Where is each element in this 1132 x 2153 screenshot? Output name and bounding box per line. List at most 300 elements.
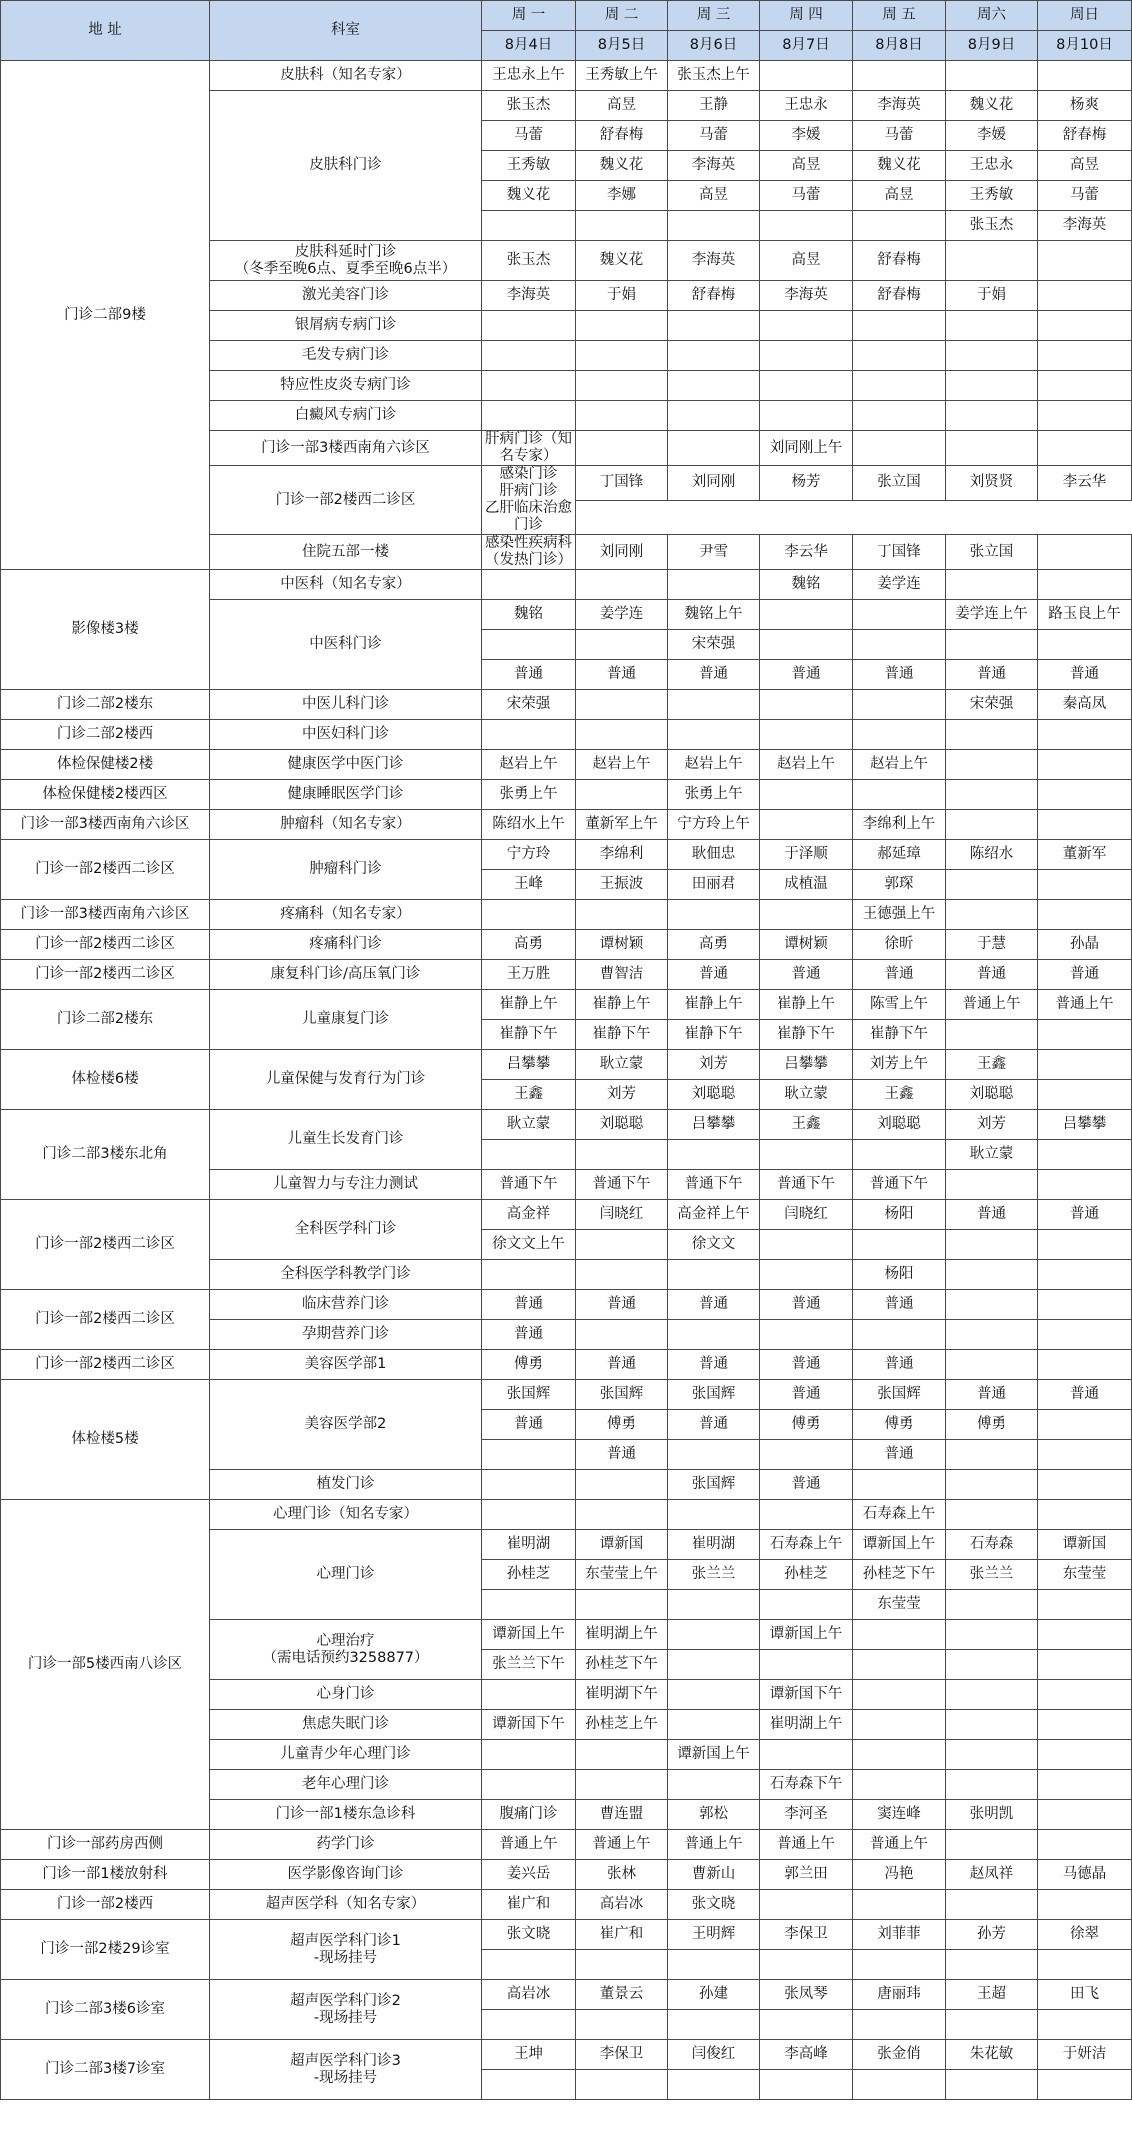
department-cell [210, 960, 482, 990]
doctor-cell: 王忠永上午 [482, 61, 576, 91]
doctor-cell: 窦连峰 [853, 1800, 946, 1830]
doctor-cell [576, 431, 668, 466]
doctor-cell: 李保卫 [576, 2040, 668, 2070]
doctor-cell [853, 1650, 946, 1680]
doctor-cell: 舒春梅 [576, 121, 668, 151]
doctor-cell [946, 431, 1038, 466]
header-date: 8月4日 [482, 31, 576, 61]
location-cell: 门诊一部3楼西南角六诊区 [1, 810, 210, 840]
doctor-cell: 高勇 [482, 930, 576, 960]
doctor-cell [853, 2010, 946, 2040]
doctor-cell [668, 1590, 760, 1620]
doctor-cell [1038, 311, 1132, 341]
department-cell [210, 1830, 482, 1860]
doctor-cell [576, 720, 668, 750]
doctor-cell: 王万胜 [482, 960, 576, 990]
doctor-cell: 普通 [760, 1380, 853, 1410]
doctor-cell: 谭新国上午 [482, 1620, 576, 1650]
department-line: 肝病门诊（知名专家） [485, 431, 572, 464]
doctor-cell [1038, 2010, 1132, 2040]
department-cell [210, 1170, 482, 1200]
doctor-cell: 谭新国下午 [482, 1710, 576, 1740]
doctor-cell [668, 720, 760, 750]
doctor-cell: 张文晓 [482, 1920, 576, 1950]
doctor-cell: 郭松 [668, 1800, 760, 1830]
doctor-cell: 郭琛 [853, 870, 946, 900]
doctor-cell: 张凤琴 [760, 1980, 853, 2010]
doctor-cell: 张立国 [946, 535, 1038, 570]
doctor-cell: 傅勇 [576, 1410, 668, 1440]
doctor-cell: 刘聪聪 [576, 1110, 668, 1140]
doctor-cell [1038, 1830, 1132, 1860]
department-cell [210, 401, 482, 431]
doctor-cell [1038, 1320, 1132, 1350]
doctor-cell: 高昱 [760, 151, 853, 181]
doctor-cell: 高岩冰 [482, 1980, 576, 2010]
doctor-cell [760, 810, 853, 840]
table-row [1, 1920, 1132, 1950]
doctor-cell: 高昱 [576, 91, 668, 121]
doctor-cell [946, 720, 1038, 750]
doctor-cell: 普通 [760, 1290, 853, 1320]
doctor-cell [668, 1320, 760, 1350]
table-row [1, 900, 1132, 930]
doctor-cell: 李高峰 [760, 2040, 853, 2070]
table-row [1, 1380, 1132, 1410]
header-day: 周 五 [853, 1, 946, 31]
header-day: 周 一 [482, 1, 576, 31]
header-date: 8月8日 [853, 31, 946, 61]
doctor-cell [576, 1500, 668, 1530]
doctor-cell: 魏铭 [760, 570, 853, 600]
doctor-cell [760, 211, 853, 241]
table-row [1, 1350, 1132, 1380]
doctor-cell: 宋荣强 [668, 630, 760, 660]
doctor-cell: 孙晶 [1038, 930, 1132, 960]
table-row [1, 1830, 1132, 1860]
location-cell: 影像楼3楼 [1, 570, 210, 690]
doctor-cell [946, 1260, 1038, 1290]
doctor-cell [1038, 341, 1132, 371]
table-row [1, 1860, 1132, 1890]
doctor-cell [946, 1470, 1038, 1500]
doctor-cell [1038, 1710, 1132, 1740]
table-row [1, 1500, 1132, 1530]
doctor-cell: 刘贤贤 [946, 466, 1038, 501]
doctor-cell: 高昱 [1038, 151, 1132, 181]
doctor-cell: 崔静上午 [482, 990, 576, 1020]
department-cell [210, 281, 482, 311]
doctor-cell [1038, 2070, 1132, 2100]
doctor-cell: 陈绍水 [946, 840, 1038, 870]
doctor-cell: 舒春梅 [1038, 121, 1132, 151]
doctor-cell: 李海英 [668, 151, 760, 181]
doctor-cell: 刘芳上午 [853, 1050, 946, 1080]
department-line: -现场挂号 [313, 2009, 378, 2026]
doctor-cell: 王坤 [482, 2040, 576, 2070]
department-line: 医学影像咨询门诊 [287, 1866, 404, 1882]
doctor-cell: 刘聪聪 [946, 1080, 1038, 1110]
department-line: 美容医学部1 [304, 1356, 387, 1372]
doctor-cell: 谭树颖 [576, 930, 668, 960]
doctor-cell: 谭新国 [1038, 1530, 1132, 1560]
doctor-cell [853, 600, 946, 630]
header-date: 8月7日 [760, 31, 853, 61]
department-cell [210, 840, 482, 900]
table-row [1, 930, 1132, 960]
doctor-cell: 普通 [482, 660, 576, 690]
doctor-cell [760, 900, 853, 930]
doctor-cell [668, 431, 760, 466]
doctor-cell: 闫晓红 [576, 1200, 668, 1230]
doctor-cell [946, 1590, 1038, 1620]
department-line: 中医妇科门诊 [302, 726, 389, 742]
doctor-cell [668, 1770, 760, 1800]
department-line: （冬季至晚6点、夏季至晚6点半） [234, 260, 457, 277]
doctor-cell [1038, 281, 1132, 311]
doctor-cell [668, 1500, 760, 1530]
doctor-cell: 魏铭 [482, 600, 576, 630]
doctor-cell: 王德强上午 [853, 900, 946, 930]
doctor-cell: 崔静下午 [760, 1020, 853, 1050]
doctor-cell: 耿立蒙 [576, 1050, 668, 1080]
location-cell: 体检楼5楼 [1, 1380, 210, 1500]
doctor-cell [946, 1680, 1038, 1710]
doctor-cell: 李绵利 [576, 840, 668, 870]
doctor-cell: 于妍洁 [1038, 2040, 1132, 2070]
department-line: 超声医学科门诊2 [290, 1992, 401, 2009]
doctor-cell: 刘聪聪 [668, 1080, 760, 1110]
table-row [1, 750, 1132, 780]
department-line: 激光美容门诊 [302, 287, 389, 303]
department-line: 焦虑失眠门诊 [302, 1716, 389, 1732]
doctor-cell: 魏铭上午 [668, 600, 760, 630]
department-cell [210, 311, 482, 341]
location-cell: 门诊二部3楼东北角 [1, 1110, 210, 1200]
location-cell: 门诊一部2楼西二诊区 [1, 1290, 210, 1350]
doctor-cell: 孙桂芝上午 [576, 1710, 668, 1740]
doctor-cell [760, 1890, 853, 1920]
department-cell [210, 600, 482, 690]
doctor-cell [668, 1260, 760, 1290]
doctor-cell: 张立国 [853, 466, 946, 501]
location-cell: 门诊一部2楼西二诊区 [1, 930, 210, 960]
doctor-cell: 李媛 [946, 121, 1038, 151]
doctor-cell: 王秀敏 [946, 181, 1038, 211]
doctor-cell: 马蕾 [853, 121, 946, 151]
table-row [1, 720, 1132, 750]
doctor-cell: 吕攀攀 [1038, 1110, 1132, 1140]
department-line: 疼痛科门诊 [309, 936, 382, 952]
doctor-cell [1038, 1080, 1132, 1110]
doctor-cell [668, 1650, 760, 1680]
location-cell: 门诊一部2楼29诊室 [1, 1920, 210, 1980]
doctor-cell [1038, 1950, 1132, 1980]
doctor-cell: 宋荣强 [482, 690, 576, 720]
doctor-cell: 张玉杰 [482, 241, 576, 281]
doctor-cell: 刘同刚 [668, 466, 760, 501]
doctor-cell: 曹智洁 [576, 960, 668, 990]
location-cell: 体检保健楼2楼 [1, 750, 210, 780]
doctor-cell [576, 570, 668, 600]
doctor-cell [1038, 1620, 1132, 1650]
doctor-cell: 曹新山 [668, 1860, 760, 1890]
doctor-cell: 普通 [668, 1290, 760, 1320]
doctor-cell: 杨芳 [760, 466, 853, 501]
doctor-cell [760, 401, 853, 431]
doctor-cell [853, 1320, 946, 1350]
doctor-cell [853, 630, 946, 660]
doctor-cell [946, 2010, 1038, 2040]
doctor-cell [946, 1320, 1038, 1350]
doctor-cell: 张玉杰上午 [668, 61, 760, 91]
doctor-cell [853, 341, 946, 371]
location-cell: 门诊一部3楼西南角六诊区 [1, 900, 210, 930]
doctor-cell: 傅勇 [760, 1410, 853, 1440]
doctor-cell: 赵凤祥 [946, 1860, 1038, 1890]
doctor-cell: 王秀敏 [482, 151, 576, 181]
doctor-cell: 张兰兰 [946, 1560, 1038, 1590]
department-cell [210, 1680, 482, 1710]
doctor-cell: 张国辉 [576, 1380, 668, 1410]
doctor-cell [760, 1260, 853, 1290]
department-line: 儿童青少年心理门诊 [280, 1746, 411, 1762]
doctor-cell: 崔静上午 [760, 990, 853, 1020]
doctor-cell: 高岩冰 [576, 1890, 668, 1920]
doctor-cell [760, 1650, 853, 1680]
doctor-cell: 普通下午 [576, 1170, 668, 1200]
doctor-cell: 张国辉 [668, 1380, 760, 1410]
doctor-cell: 孙桂芝下午 [576, 1650, 668, 1680]
doctor-cell [853, 1230, 946, 1260]
department-cell [482, 466, 576, 535]
doctor-cell [482, 2070, 576, 2100]
doctor-cell [946, 1890, 1038, 1920]
doctor-cell: 普通上午 [946, 990, 1038, 1020]
doctor-cell: 孙桂芝 [482, 1560, 576, 1590]
doctor-cell [853, 1770, 946, 1800]
doctor-cell: 普通 [946, 1200, 1038, 1230]
doctor-cell: 王鑫 [760, 1110, 853, 1140]
department-cell [482, 431, 576, 466]
doctor-cell: 吕攀攀 [668, 1110, 760, 1140]
doctor-cell [760, 2070, 853, 2100]
department-cell [210, 1050, 482, 1110]
doctor-cell: 谭新国 [576, 1530, 668, 1560]
doctor-cell: 东莹莹 [1038, 1560, 1132, 1590]
doctor-cell [576, 780, 668, 810]
doctor-cell: 普通上午 [1038, 990, 1132, 1020]
doctor-cell: 普通 [1038, 960, 1132, 990]
department-cell [210, 1740, 482, 1770]
doctor-cell [1038, 900, 1132, 930]
doctor-cell [946, 1770, 1038, 1800]
doctor-cell: 普通上午 [482, 1830, 576, 1860]
doctor-cell: 刘芳 [576, 1080, 668, 1110]
doctor-cell: 李海英 [482, 281, 576, 311]
doctor-cell [482, 311, 576, 341]
doctor-cell: 普通 [1038, 1380, 1132, 1410]
doctor-cell [946, 341, 1038, 371]
department-cell [210, 1710, 482, 1740]
doctor-cell [1038, 1020, 1132, 1050]
doctor-cell [576, 630, 668, 660]
department-line: 肿瘤科门诊 [309, 861, 382, 877]
department-line: 儿童保健与发育行为门诊 [265, 1071, 426, 1087]
doctor-cell [1038, 401, 1132, 431]
table-row [1, 1980, 1132, 2010]
doctor-cell: 普通 [668, 1410, 760, 1440]
doctor-cell: 普通 [668, 960, 760, 990]
doctor-cell: 崔广和 [482, 1890, 576, 1920]
department-cell [210, 341, 482, 371]
doctor-cell [576, 371, 668, 401]
department-line: 中医科（知名专家） [280, 576, 411, 592]
doctor-cell: 舒春梅 [668, 281, 760, 311]
location-cell: 门诊二部2楼东 [1, 990, 210, 1050]
department-cell [210, 1500, 482, 1530]
doctor-cell: 崔广和 [576, 1920, 668, 1950]
doctor-cell [853, 1620, 946, 1650]
doctor-cell [482, 570, 576, 600]
department-cell [210, 1920, 482, 1980]
doctor-cell [1038, 1260, 1132, 1290]
department-cell [210, 930, 482, 960]
department-line: 特应性皮炎专病门诊 [280, 377, 411, 393]
header-date: 8月6日 [668, 31, 760, 61]
doctor-cell [853, 1680, 946, 1710]
doctor-cell: 徐文文 [668, 1230, 760, 1260]
doctor-cell: 刘聪聪 [853, 1110, 946, 1140]
doctor-cell [668, 570, 760, 600]
doctor-cell [668, 690, 760, 720]
doctor-cell: 闫晓红 [760, 1200, 853, 1230]
doctor-cell [576, 1260, 668, 1290]
department-line: 心理门诊（知名专家） [273, 1506, 418, 1522]
doctor-cell: 石寿森下午 [760, 1770, 853, 1800]
doctor-cell [946, 870, 1038, 900]
doctor-cell [668, 1680, 760, 1710]
location-cell: 门诊二部9楼 [1, 61, 210, 570]
department-cell [210, 780, 482, 810]
department-cell [210, 1200, 482, 1260]
table-row [1, 1050, 1132, 1080]
doctor-cell [853, 780, 946, 810]
doctor-cell: 陈绍水上午 [482, 810, 576, 840]
doctor-cell: 普通 [946, 960, 1038, 990]
doctor-cell [1038, 1590, 1132, 1620]
doctor-cell [760, 1140, 853, 1170]
doctor-cell: 田丽君 [668, 870, 760, 900]
doctor-cell [668, 401, 760, 431]
doctor-cell [482, 1140, 576, 1170]
doctor-cell [576, 341, 668, 371]
doctor-cell [946, 1170, 1038, 1200]
doctor-cell [946, 810, 1038, 840]
doctor-cell [482, 1590, 576, 1620]
doctor-cell: 普通 [668, 1350, 760, 1380]
doctor-cell [946, 2070, 1038, 2100]
table-row [1, 960, 1132, 990]
doctor-cell: 崔静上午 [668, 990, 760, 1020]
doctor-cell: 张勇上午 [668, 780, 760, 810]
doctor-cell: 谭新国上午 [760, 1620, 853, 1650]
doctor-cell [853, 720, 946, 750]
doctor-cell: 马蕾 [668, 121, 760, 151]
doctor-cell: 普通 [760, 1350, 853, 1380]
department-line: 儿童智力与专注力测试 [273, 1176, 418, 1192]
doctor-cell [760, 1440, 853, 1470]
department-line: 老年心理门诊 [302, 1776, 389, 1792]
doctor-cell: 傅勇 [853, 1410, 946, 1440]
doctor-cell: 舒春梅 [853, 281, 946, 311]
doctor-cell [853, 1950, 946, 1980]
doctor-cell: 张林 [576, 1860, 668, 1890]
department-cell [210, 690, 482, 720]
doctor-cell: 普通 [482, 1320, 576, 1350]
doctor-cell: 曹连盟 [576, 1800, 668, 1830]
department-line: 康复科门诊/高压氧门诊 [270, 966, 421, 982]
doctor-cell: 张勇上午 [482, 780, 576, 810]
doctor-cell: 崔静上午 [576, 990, 668, 1020]
doctor-cell: 姜兴岳 [482, 1860, 576, 1890]
doctor-cell [760, 2010, 853, 2040]
doctor-cell [668, 1140, 760, 1170]
doctor-cell: 普通 [853, 1290, 946, 1320]
department-line: 疼痛科（知名专家） [280, 906, 411, 922]
doctor-cell [482, 1260, 576, 1290]
doctor-cell: 崔明湖 [668, 1530, 760, 1560]
doctor-cell [482, 1740, 576, 1770]
doctor-cell [853, 211, 946, 241]
location-cell: 门诊一部2楼西 [1, 1890, 210, 1920]
doctor-cell [946, 1290, 1038, 1320]
department-cell [210, 720, 482, 750]
doctor-cell: 东莹莹上午 [576, 1560, 668, 1590]
doctor-cell: 谭新国上午 [668, 1740, 760, 1770]
doctor-cell: 普通 [760, 1470, 853, 1500]
location-cell: 门诊一部2楼西二诊区 [1, 1350, 210, 1380]
doctor-cell [853, 1710, 946, 1740]
doctor-cell: 刘同刚上午 [760, 431, 853, 466]
department-line: 中医儿科门诊 [302, 696, 389, 712]
doctor-cell: 孙桂芝 [760, 1560, 853, 1590]
department-line: 腹痛门诊 [499, 1806, 558, 1822]
department-line: 皮肤科门诊 [309, 157, 382, 173]
doctor-cell [946, 1740, 1038, 1770]
location-cell: 住院五部一楼 [210, 535, 482, 570]
doctor-cell: 傅勇 [946, 1410, 1038, 1440]
doctor-cell: 于娟 [946, 281, 1038, 311]
doctor-cell: 刘菲菲 [853, 1920, 946, 1950]
doctor-cell: 普通 [853, 1440, 946, 1470]
department-cell [482, 535, 576, 570]
doctor-cell [760, 1320, 853, 1350]
doctor-cell: 崔明湖 [482, 1530, 576, 1560]
doctor-cell [946, 1650, 1038, 1680]
department-cell [210, 570, 482, 600]
table-header [1, 1, 1132, 61]
doctor-cell: 普通上午 [853, 1830, 946, 1860]
doctor-cell: 王忠永 [760, 91, 853, 121]
doctor-cell [853, 2070, 946, 2100]
doctor-cell: 普通 [946, 660, 1038, 690]
doctor-cell: 陈雪上午 [853, 990, 946, 1020]
doctor-cell: 普通 [946, 1380, 1038, 1410]
department-line: 美容医学部2 [304, 1416, 387, 1432]
department-line: 毛发专病门诊 [302, 347, 389, 363]
doctor-cell: 谭新国下午 [760, 1680, 853, 1710]
